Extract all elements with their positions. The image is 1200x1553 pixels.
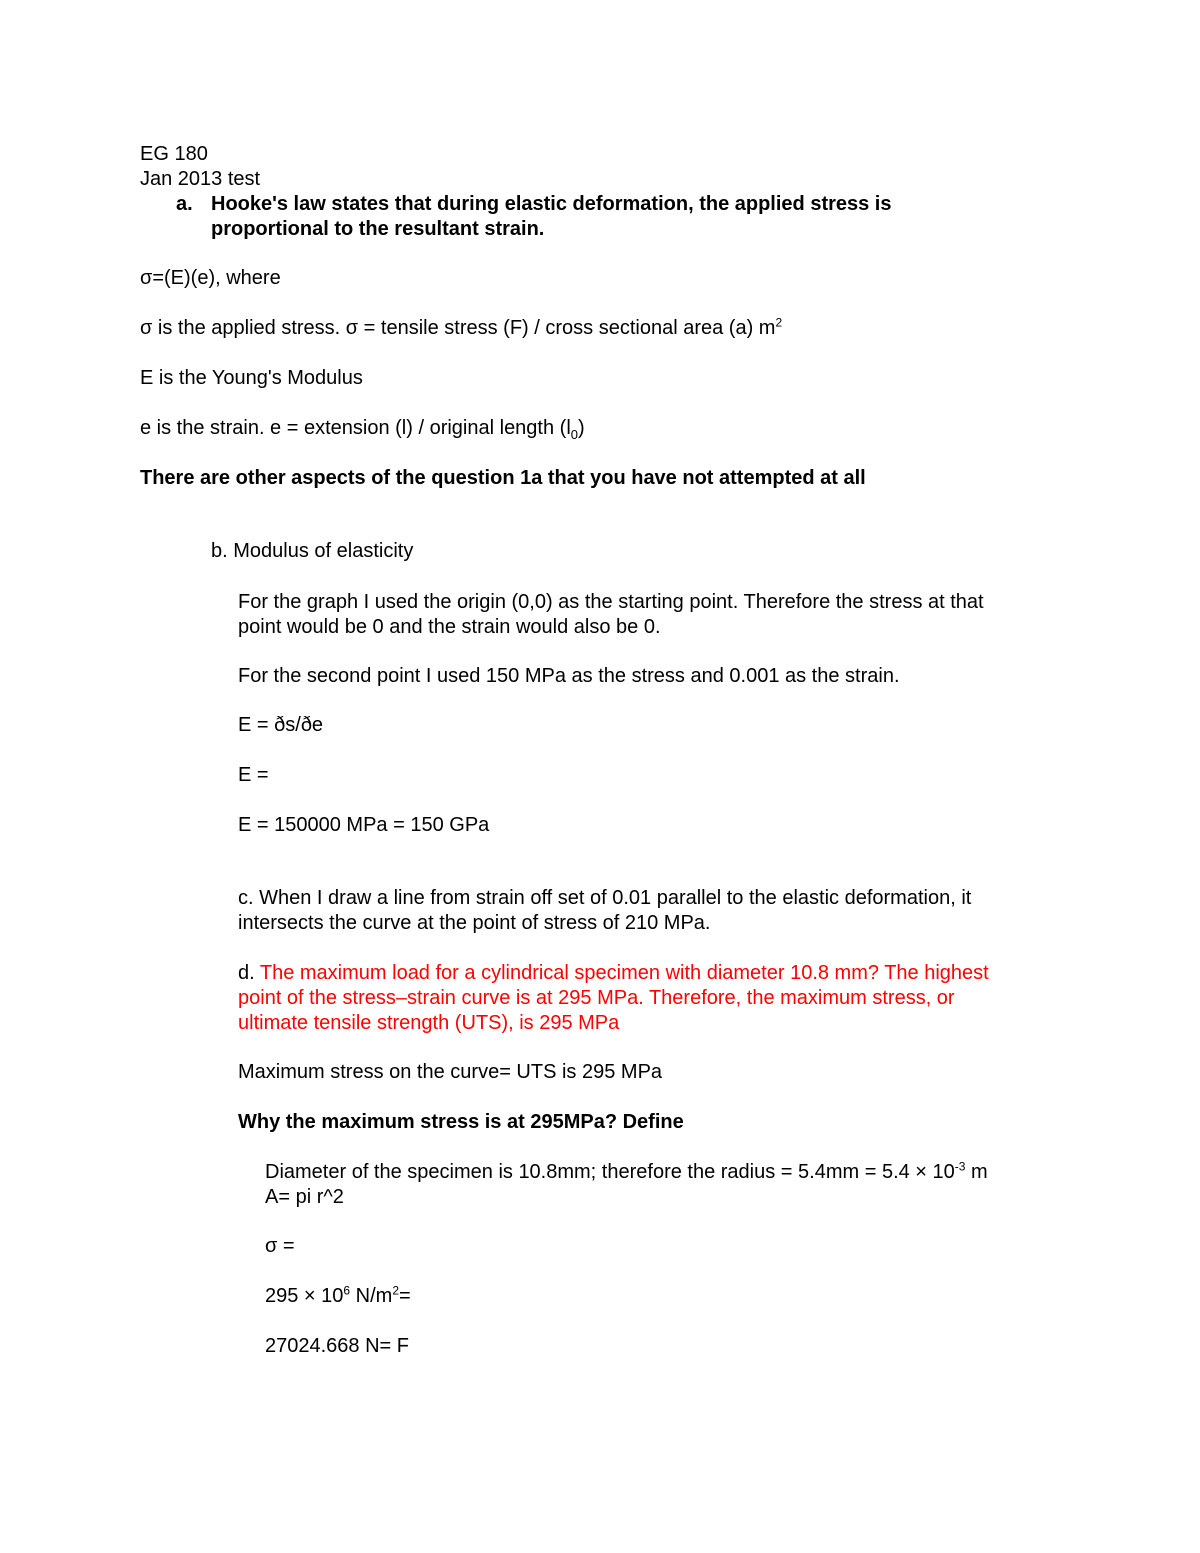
section-c-line-1: c. When I draw a line from strain off set of 0.01 parallel to the elastic deformation, it bbox=[238, 887, 972, 909]
course-code: EG 180 bbox=[140, 143, 208, 165]
graph-origin-line-2: point would be 0 and the strain would also be 0. bbox=[238, 616, 661, 638]
area-formula: A= pi r^2 bbox=[265, 1186, 344, 1208]
section-b-heading: b. Modulus of elasticity bbox=[211, 540, 414, 562]
test-name: Jan 2013 test bbox=[140, 168, 261, 190]
modulus-equation-1: E = ðs/ðe bbox=[238, 714, 324, 736]
hookes-law-line-1: Hooke's law states that during elastic deformation, the applied stress is bbox=[211, 193, 892, 215]
diameter-line: Diameter of the specimen is 10.8mm; therefore the radius = $5.4mm = 5.4 \times 10^{-3}$ m bbox=[265, 1159, 988, 1183]
strain-definition: e is the strain. e = extension (l) / original length $(l_0)$ bbox=[140, 417, 585, 442]
graph-origin-line-1: For the graph I used the origin (0,0) as the starting point. Therefore the stress at that bbox=[238, 591, 984, 613]
feedback-note: There are other aspects of the question 1a that you have not attempted at all bbox=[140, 467, 866, 489]
section-d-line-2: point of the stress–strain curve is at 295 MPa. Therefore, the maximum stress, or bbox=[238, 987, 955, 1009]
force-result: 27024.668 N= F bbox=[265, 1335, 409, 1357]
define-question: Why the maximum stress is at 295MPa? Define bbox=[238, 1111, 684, 1133]
sigma-definition: σ is the applied stress. σ = tensile stress (F) / cross sectional area (a) $m^2$ bbox=[140, 315, 783, 339]
section-c-line-2: intersects the curve at the point of stress of 210 MPa. bbox=[238, 912, 711, 934]
hookes-formula: σ=(E)(e), where bbox=[140, 267, 281, 289]
modulus-equation-2: E = bbox=[238, 764, 269, 786]
section-d-line-1 bbox=[238, 961, 989, 985]
second-point: For the second point I used 150 MPa as the stress and 0.001 as the strain. bbox=[238, 665, 900, 687]
uts-statement: Maximum stress on the curve= UTS is 295 MPa bbox=[238, 1061, 663, 1083]
sigma-equation: σ = bbox=[265, 1235, 295, 1257]
youngs-modulus-definition: E is the Young's Modulus bbox=[140, 367, 363, 389]
max-load-question: The maximum load for a cylindrical specimen with diameter 10.8 mm? The highest bbox=[259, 962, 989, 984]
stress-value: $295 \times 10^6$ $N/m^2=$ bbox=[265, 1283, 411, 1307]
section-d-marker: d. bbox=[238, 962, 260, 984]
section-d-line-3: ultimate tensile strength (UTS), is 295 MPa bbox=[238, 1012, 620, 1034]
modulus-equation-3: E = 150000 MPa = 150 GPa bbox=[238, 814, 490, 836]
list-marker-a: a. bbox=[176, 193, 193, 215]
hookes-law-line-2: proportional to the resultant strain. bbox=[211, 218, 545, 240]
